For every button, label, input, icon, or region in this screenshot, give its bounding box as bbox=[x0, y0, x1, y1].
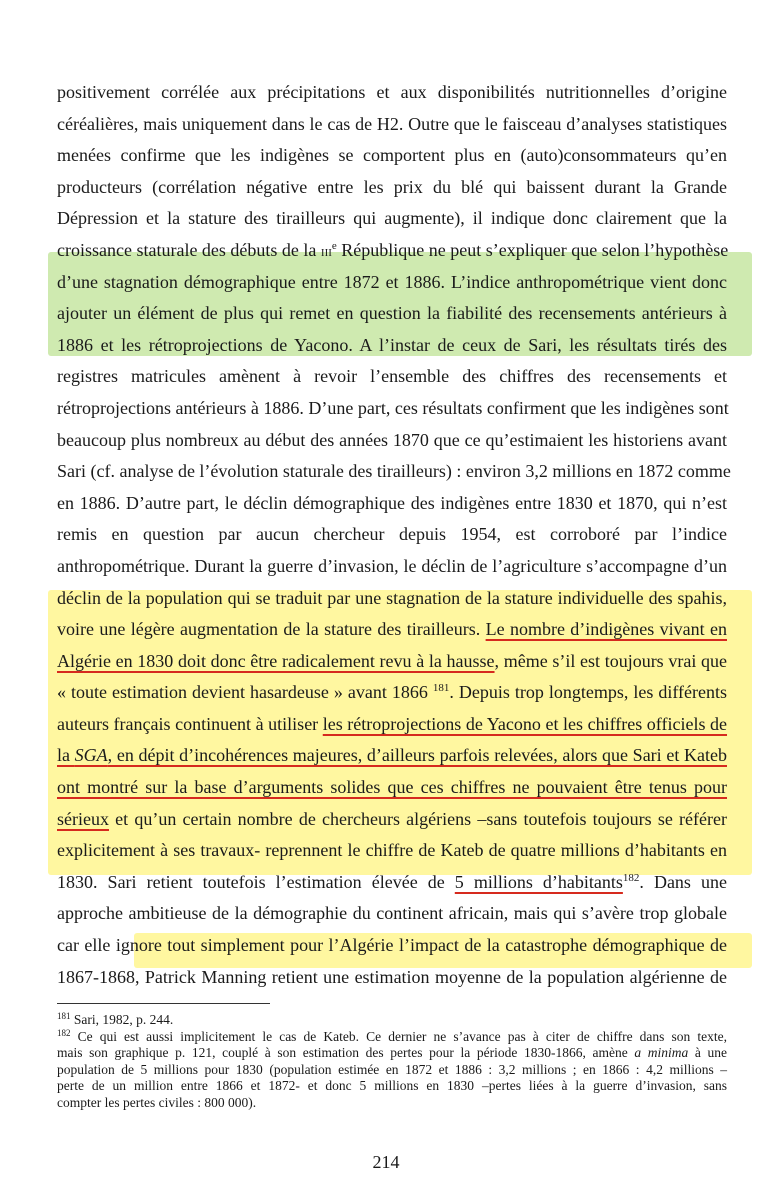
text-line-highlighted: ajouter un élément de plus qui remet en question la fiabilité des recensements antérieurs à bbox=[57, 303, 727, 324]
underlined-text: 5 millions d’habitants bbox=[454, 871, 623, 892]
text-line: anthropométrique. Durant la guerre d’invasion, le déclin de l’agriculture s’accompagne d’un bbox=[57, 555, 727, 576]
text-line: Sari (cf. analyse de l’évolution staturale des tirailleurs) : environ 3,2 millions en 1872 comme bbox=[57, 461, 731, 482]
text-line: car elle ignore tout simplement pour l’Algérie l’impact de la catastrophe démographique de bbox=[57, 935, 727, 956]
highlighted-text: 1886 et les rétroprojections de Yacono. bbox=[57, 334, 353, 355]
text-line: 1886 et les rétroprojections de Yacono. A l’instar de ceux de Sari, les résultats tirés des bbox=[57, 334, 727, 355]
roman-numeral: iii bbox=[320, 243, 332, 260]
text-line: rétroprojections antérieurs à 1886. D’une part, ces résultats confirment que les indigènes sont bbox=[57, 397, 729, 418]
text-line: registres matricules amènent à revoir l’ensemble des chiffres des recensements et bbox=[57, 366, 727, 387]
text-line: 1830. Sari retient toutefois l’estimation élevée de 5 millions d’habitants$^{182}$. Dans une bbox=[57, 871, 727, 892]
body-paragraph bbox=[57, 77, 731, 993]
footnote-divider bbox=[57, 1003, 270, 1004]
text-line: déclin de la population qui se traduit par une stagnation de la stature individuelle des spahis, bbox=[57, 587, 727, 608]
text-line: producteurs (corrélation négative entre les prix du blé qui baissent durant la Grande bbox=[57, 176, 727, 197]
text-line: croissance staturale des débuts de la iii$^e$ République ne peut s’expliquer que selon l’hypothèse bbox=[57, 239, 729, 260]
text-line bbox=[57, 740, 727, 772]
footnote-181: $^{181}$ Sari, 1982, p. 244. bbox=[57, 1011, 174, 1027]
text-line: remis en question par aucun chercheur depuis 1954, est corroboré par l’indice bbox=[57, 524, 727, 545]
footnote-line: perte de un million entre 1866 et 1872- et donc 5 millions en 1830 –pertes liées à la guerre d’invasion, sans bbox=[57, 1078, 727, 1094]
text-line bbox=[57, 772, 727, 804]
text-line: menées confirme que les indigènes se comportent plus en (auto)consommateurs qu’en bbox=[57, 145, 727, 166]
text-line: d’une stagnation démographique entre 1872 et 1886. L’indice anthropométrique vient donc bbox=[57, 271, 727, 292]
footnotes bbox=[57, 1012, 727, 1112]
underlined-text: Algérie en 1830 doit donc être radicalement revu à la hausse bbox=[57, 650, 495, 671]
text-line: 1867-1868, Patrick Manning retient une estimation moyenne de la population algérienne de bbox=[57, 966, 727, 987]
highlighted-text: Patrick Manning retient une estimation moyenne de la population algérienne de bbox=[144, 966, 727, 987]
highlighted-text: L’indice anthropométrique vient donc bbox=[450, 271, 727, 292]
underlined-text: sérieux bbox=[57, 808, 109, 829]
text-line: explicitement à ses travaux- reprennent le chiffre de Kateb de quatre millions d’habitants en bbox=[57, 840, 727, 861]
text-line: beaucoup plus nombreux au début des années 1870 que ce qu’estimaient les historiens avant bbox=[57, 429, 727, 450]
text-line: approche ambitieuse de la démographie du continent africain, mais qui s’avère trop globale bbox=[57, 903, 727, 924]
text-line: voire une légère augmentation de la stature des tirailleurs. Le nombre d’indigènes vivant en bbox=[57, 619, 727, 640]
footnote-ref-181: 181 bbox=[432, 682, 450, 695]
page-number: 214 bbox=[372, 1152, 400, 1172]
text-line: Algérie en 1830 doit donc être radicalement revu à la hausse, même s’il est toujours vrai que bbox=[57, 650, 728, 671]
text-line: céréalières, mais uniquement dans le cas de H2. Outre que le faisceau d’analyses statistiques bbox=[57, 113, 727, 134]
text-line: Dépression et la stature des tirailleurs qui augmente), il indique donc clairement que la bbox=[57, 208, 727, 229]
underlined-text: la SGA, en dépit d’incohérences majeures, d’ailleurs parfois relevées, alors que Sari et Kateb bbox=[57, 745, 727, 766]
footnote-ref-182: 182 bbox=[622, 871, 640, 884]
footnote-line: population de 5 millions pour 1830 (population estimée en 1872 et 1886 : 3,2 millions ; en 1866 : 4,2 millions – bbox=[57, 1061, 727, 1077]
text-line: « toute estimation devient hasardeuse » avant 1866 $^{181}$. Depuis trop longtemps, les différents bbox=[57, 682, 728, 703]
text-line: en 1886. D’autre part, le déclin démographique des indigènes entre 1830 et 1870, qui n’est bbox=[57, 492, 727, 513]
text-line: positivement corrélée aux précipitations et aux disponibilités nutritionnelles d’origine bbox=[57, 82, 727, 102]
underlined-text: ont montré sur la base d’arguments solides que ces chiffres ne pouvaient être tenus pour bbox=[57, 777, 727, 798]
text-line: sérieux et qu’un certain nombre de chercheurs algériens –sans toutefois toujours se référer bbox=[57, 808, 727, 829]
footnote-line: mais son graphique p. 121, couplé à son estimation des pertes pour la période 1830-1866, amène a minima à une bbox=[57, 1045, 728, 1061]
underlined-text: Le nombre d’indigènes vivant en bbox=[485, 619, 727, 640]
footnote-line: compter les pertes civiles : 800 000). bbox=[57, 1094, 257, 1110]
text-line: auteurs français continuent à utiliser les rétroprojections de Yacono et les chiffres officiels de bbox=[57, 713, 728, 734]
footnote-182: $^{182}$ Ce qui est aussi implicitement le cas de Kateb. Ce dernier ne s’avance pas à citer de chiffre dans son texte, bbox=[57, 1027, 727, 1044]
underlined-text: les rétroprojections de Yacono et les chiffres officiels de bbox=[322, 713, 728, 734]
